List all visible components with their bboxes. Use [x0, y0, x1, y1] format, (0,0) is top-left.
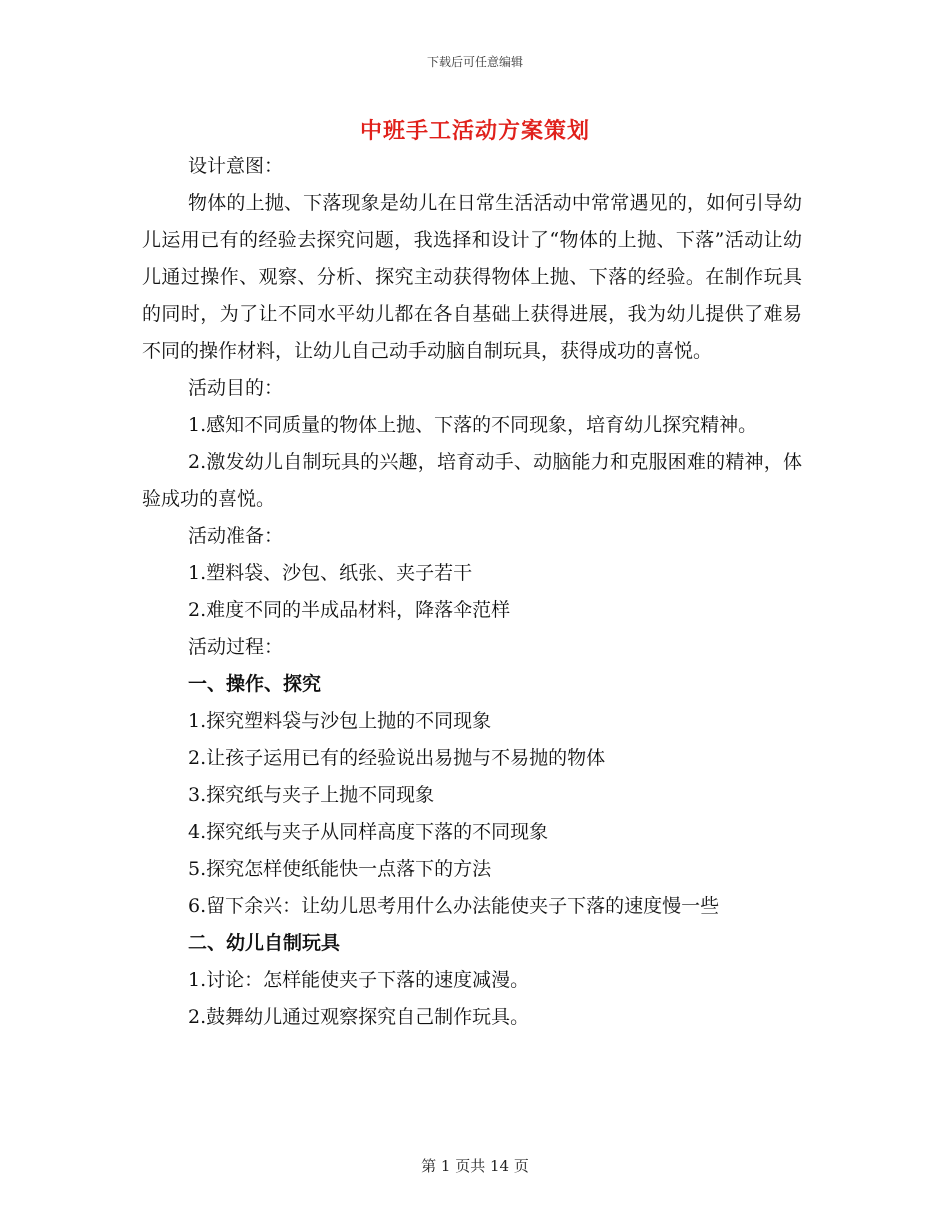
part1-item: 5.探究怎样使纸能快一点落下的方法: [188, 858, 492, 880]
design-intent-label: 设计意图：: [188, 155, 284, 177]
goal-item-1: 1.感知不同质量的物体上抛、下落的不同现象，培育幼儿探究精神。: [188, 414, 758, 436]
page-number: 第 1 页共 14 页: [421, 1157, 529, 1175]
prep-item-1: 1.塑料袋、沙包、纸张、夹子若干: [188, 562, 473, 584]
part1-item: 4.探究纸与夹子从同样高度下落的不同现象: [188, 821, 549, 843]
process-label: 活动过程：: [188, 636, 284, 658]
part2-heading: 二、幼儿自制玩具: [188, 932, 341, 954]
prep-label: 活动准备：: [188, 525, 284, 547]
part2-item: 1.讨论：怎样能使夹子下落的速度减漫。: [188, 969, 530, 991]
document-body: [142, 148, 802, 1036]
prep-item-2: 2.难度不同的半成品材料，降落伞范样: [188, 599, 511, 621]
page-header-note: 下载后可任意编辑: [426, 55, 523, 69]
part2-item: 2.鼓舞幼儿通过观察探究自己制作玩具。: [188, 1006, 530, 1028]
design-intent-paragraph: 物体的上抛、下落现象是幼儿在日常生活活动中常常遇见的，如何引导幼儿运用已有的经验去探究问题，我选择和设计了“物体的上抛、下落”活动让幼儿通过操作、观察、分析、探究主动获得物体上抛、下落的经验。在制作玩具的同时，为了让不同水平幼儿都在各自基础上获得进展，我为幼儿提供了难易不同的操作材料，让幼儿自己动手动脑自制玩具，获得成功的喜悦。: [142, 192, 802, 362]
part1-heading: 一、操作、探究: [188, 673, 322, 695]
document-title: 中班手工活动方案策划: [359, 118, 590, 144]
goal-label: 活动目的：: [188, 377, 284, 399]
part1-item: 2.让孩子运用已有的经验说出易抛与不易抛的物体: [188, 747, 606, 769]
part1-item: 1.探究塑料袋与沙包上抛的不同现象: [188, 710, 492, 732]
part1-item: 6.留下余兴：让幼儿思考用什么办法能使夹子下落的速度慢一些: [188, 895, 720, 917]
part1-item: 3.探究纸与夹子上抛不同现象: [188, 784, 435, 806]
goal-item-2: 2.激发幼儿自制玩具的兴趣，培育动手、动脑能力和克服困难的精神，体验成功的喜悦。: [142, 451, 802, 510]
